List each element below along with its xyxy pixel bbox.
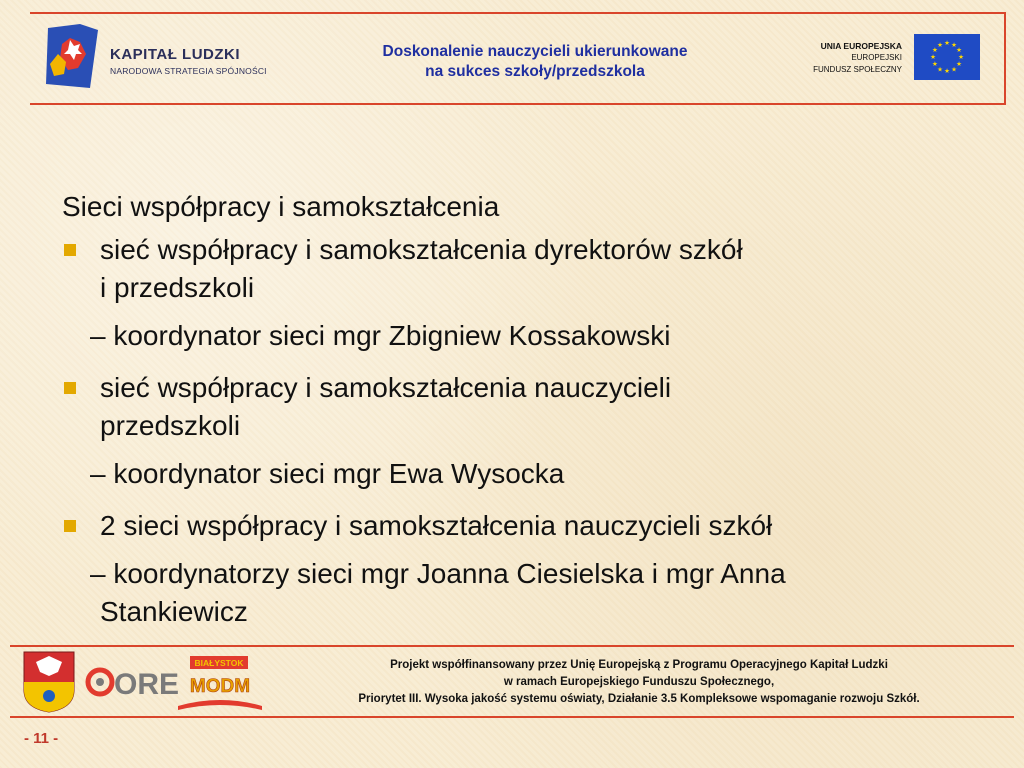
list-item — [62, 231, 982, 307]
header-title — [300, 42, 770, 82]
bullet-square-icon — [64, 382, 76, 394]
eu-star-icon: ★ — [937, 66, 943, 74]
header-title-line1: Doskonalenie nauczycieli ukierunkowane — [382, 43, 688, 60]
page-number: - 11 - — [24, 730, 59, 747]
eu-star-icon: ★ — [958, 54, 964, 62]
coordinator-line — [62, 555, 982, 631]
logo-title: KAPITAŁ LUDZKI — [110, 46, 241, 63]
eu-star-icon: ★ — [944, 40, 950, 48]
eu-label — [813, 40, 902, 76]
bullet-square-icon — [64, 244, 76, 256]
coordinator-line — [62, 317, 982, 355]
eu-star-icon: ★ — [944, 68, 950, 76]
eu-line3: FUNDUSZ SPOŁECZNY — [813, 65, 902, 74]
footer-line3: Priorytet III. Wysoka jakość systemu oświaty, Działanie 3.5 Kompleksowe wspomaganie rozwoju Szkół. — [358, 693, 920, 705]
eu-star-icon: ★ — [937, 42, 943, 50]
eu-star-icon: ★ — [931, 47, 938, 55]
eu-line1: UNIA EUROPEJSKA — [820, 41, 902, 51]
header-right-line — [1004, 12, 1006, 105]
footer-line2: w ramach Europejskiego Funduszu Społecznego, — [503, 676, 775, 688]
coordinator-text-continued: Stankiewicz — [100, 596, 248, 627]
footer-bottom-line — [10, 716, 1014, 718]
kapital-ludzki-emblem-icon — [40, 24, 104, 92]
list-item-line1: sieć współpracy i samokształcenia dyrektorów szkół — [100, 234, 743, 265]
modm-main-text: MODM — [189, 676, 251, 697]
logo-subtitle: NARODOWA STRATEGIA SPÓJNOŚCI — [110, 66, 267, 76]
list-item-line1: 2 sieci współpracy i samokształcenia nauczycieli szkół — [100, 510, 773, 541]
slide-heading: Sieci współpracy i samokształcenia — [62, 191, 500, 222]
eu-star-icon: ★ — [930, 54, 936, 62]
eu-star-icon: ★ — [951, 42, 957, 50]
ore-logo-icon — [84, 660, 180, 704]
eu-star-icon: ★ — [956, 47, 963, 55]
main-content — [62, 188, 982, 631]
list-item — [62, 369, 982, 445]
coordinator-text: – koordynatorzy sieci mgr Joanna Ciesielska i mgr Anna — [90, 558, 786, 589]
eu-star-icon: ★ — [956, 61, 963, 69]
footer-top-line — [10, 645, 1014, 647]
eu-star-icon: ★ — [931, 61, 938, 69]
list-item-line2: i przedszkoli — [100, 272, 255, 303]
modm-logo-icon — [172, 654, 268, 712]
header-bottom-line — [30, 103, 1006, 105]
list-item — [62, 507, 982, 545]
ore-text: ORE — [114, 668, 180, 701]
bullet-square-icon — [64, 520, 76, 532]
modm-top-text: BIAŁYSTOK — [194, 658, 244, 668]
eu-line2: EUROPEJSKI — [851, 53, 902, 62]
header-top-line — [30, 12, 1006, 14]
eu-flag-icon — [914, 34, 980, 80]
header-title-line2: na sukces szkoły/przedszkola — [425, 63, 645, 80]
coordinator-text: – koordynator sieci mgr Ewa Wysocka — [90, 458, 565, 489]
coordinator-line — [62, 455, 982, 493]
footer-project-info — [268, 657, 1010, 708]
kapital-ludzki-logo — [40, 24, 270, 92]
eu-star-icon: ★ — [951, 66, 957, 74]
coordinator-text: – koordynator sieci mgr Zbigniew Kossakowski — [90, 320, 671, 351]
list-item-line1: sieć współpracy i samokształcenia nauczycieli — [100, 372, 672, 403]
list-item-line2: przedszkoli — [100, 410, 241, 441]
bialystok-coat-of-arms-icon — [22, 650, 76, 714]
footer-line1: Projekt współfinansowany przez Unię Europejską z Programu Operacyjnego Kapitał Ludzki — [390, 659, 888, 671]
